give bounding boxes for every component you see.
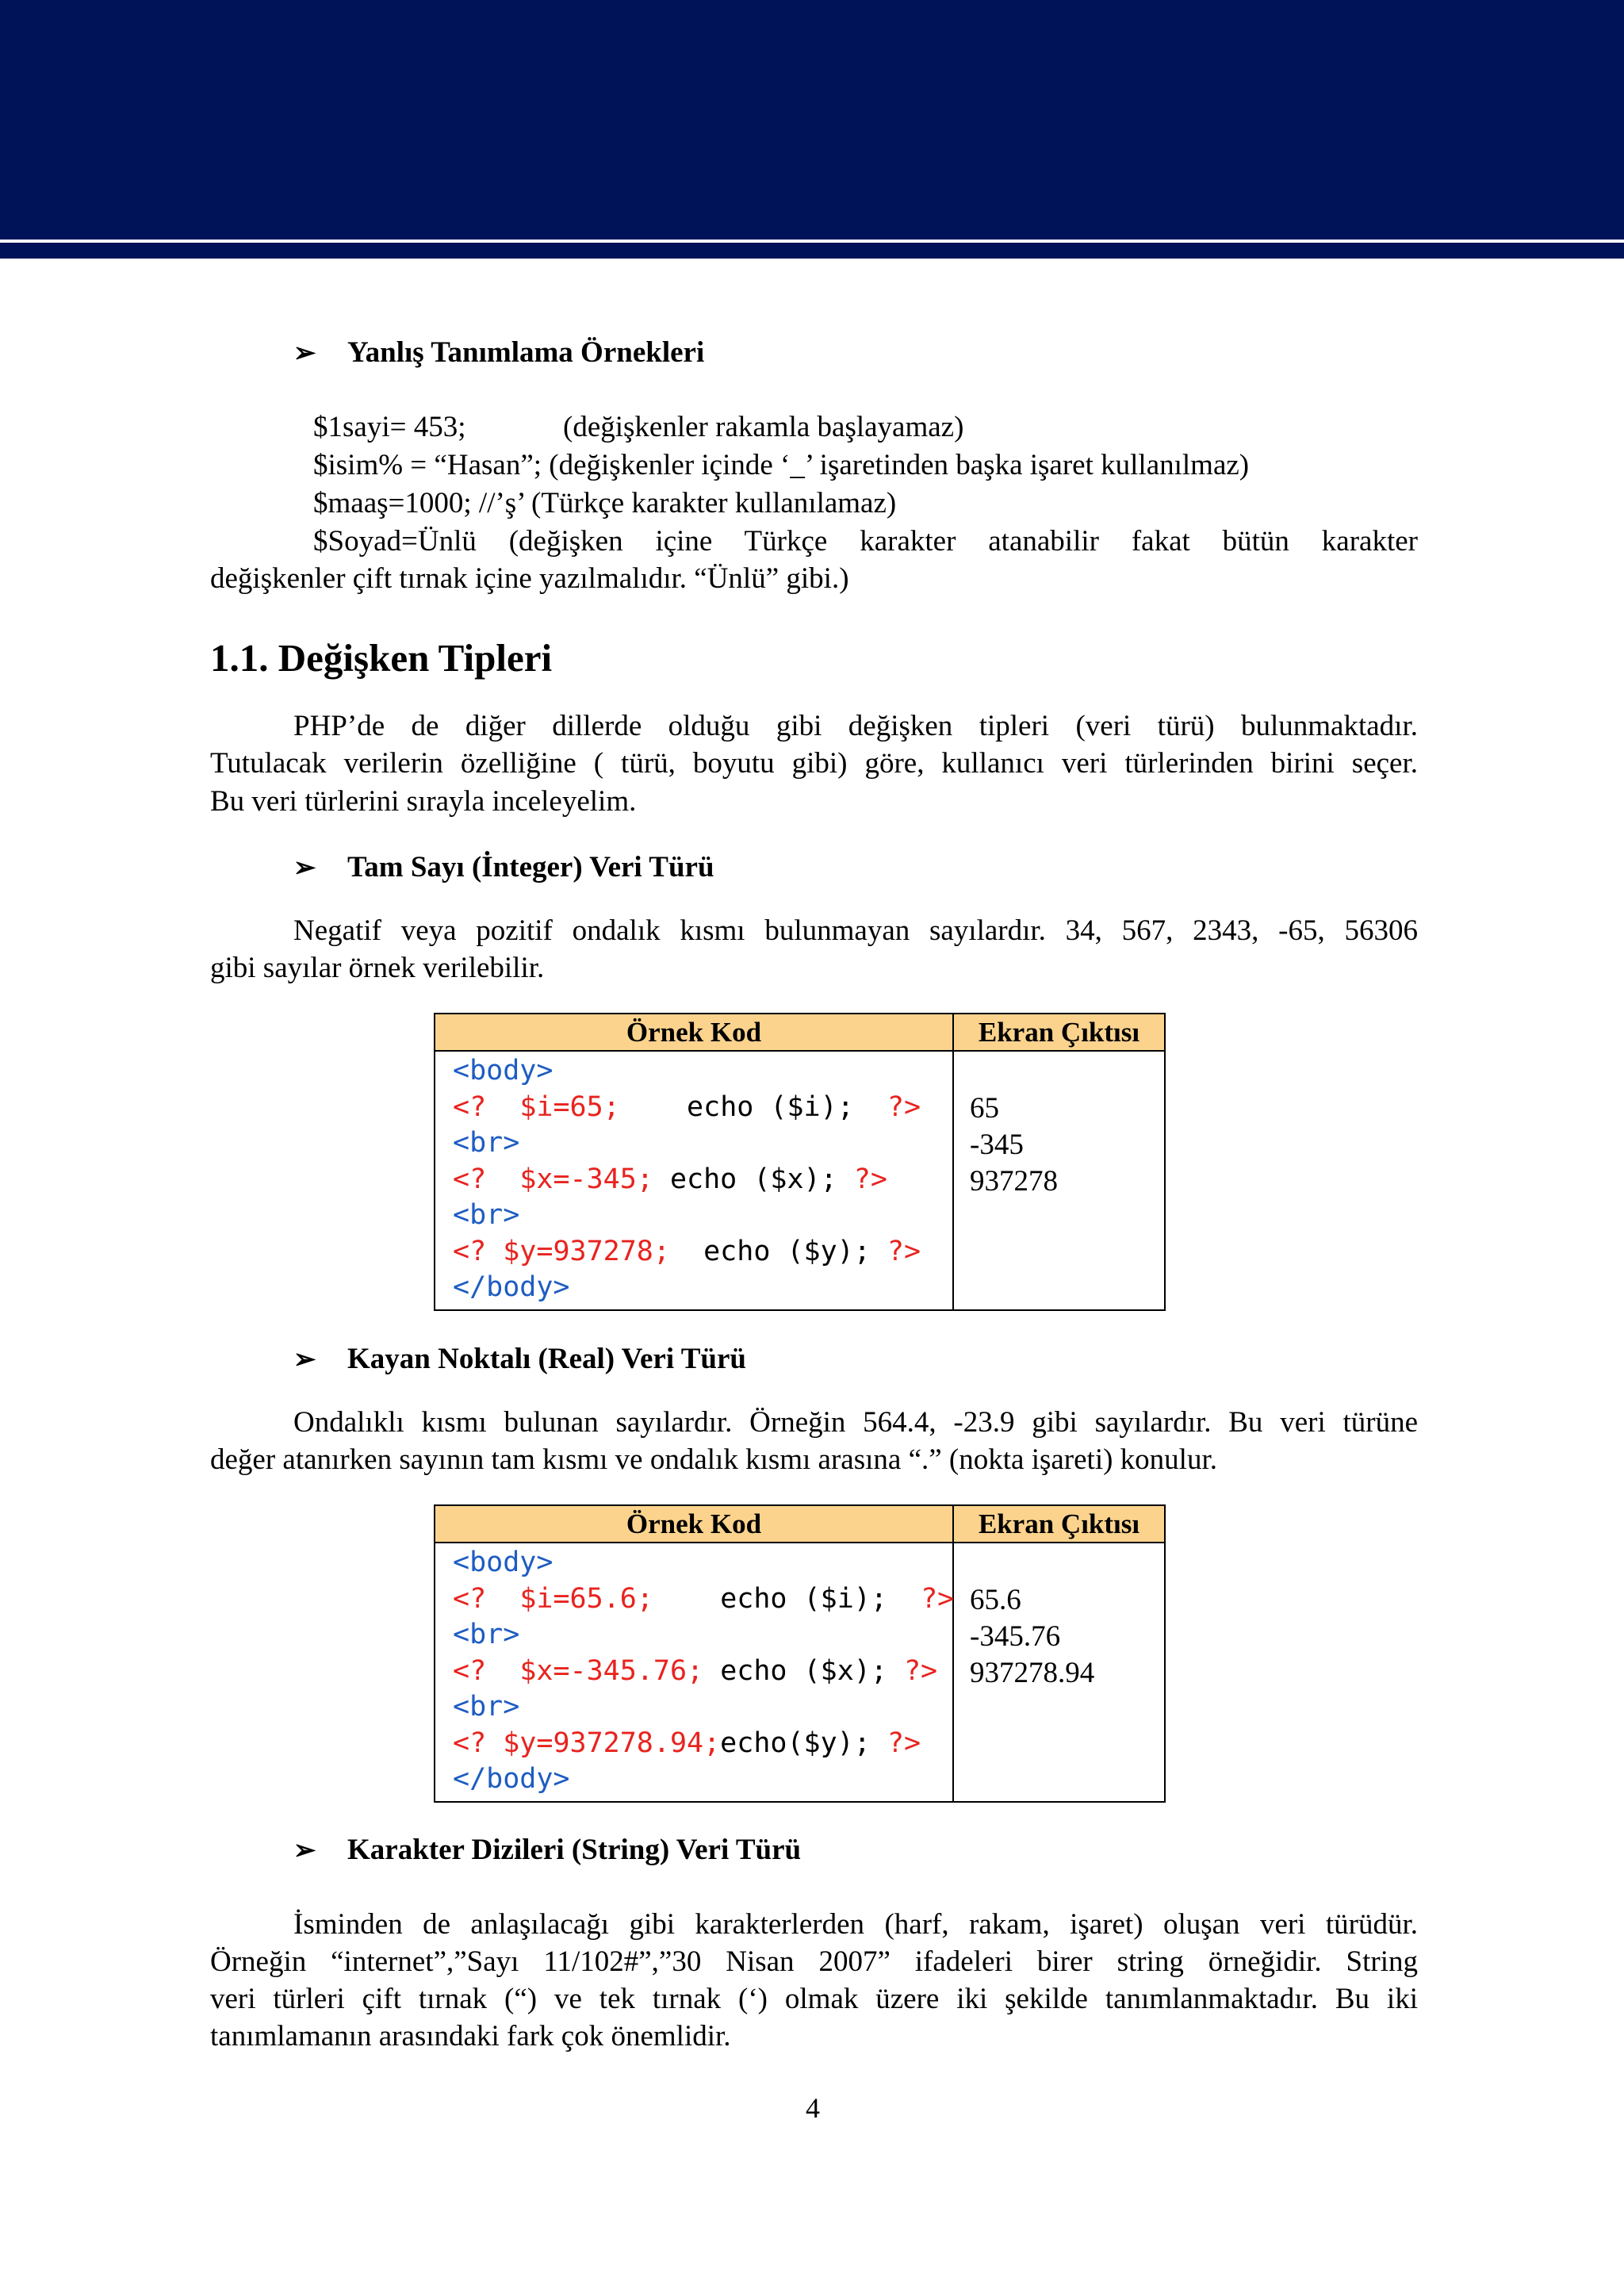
paragraph-line: Ondalıklı kısmı bulunan sayılardır. Örneğin 564.4, -23.9 gibi sayılardır. Bu veri türüne [293, 1406, 1418, 1439]
column-header-code: Örnek Kod [435, 1014, 953, 1051]
output-line: -345 [970, 1129, 1024, 1161]
paragraph-line: İsminden de anlaşılacağı gibi karakterlerden (harf, rakam, işaret) oluşan veri türüdür. [293, 1908, 1418, 1941]
heading-text: Karakter Dizileri (String) Veri Türü [347, 1834, 802, 1866]
paragraph-line: Tutulacak verilerin özelliğine ( türü, boyutu gibi) göre, kullanıcı veri türlerinden birini seçer. [210, 747, 1418, 780]
heading-text: Kayan Noktalı (Real) Veri Türü [347, 1343, 746, 1375]
code-cell: <body> <? $i=65.6; echo ($i); ?> <br> <? $x=-345.76; echo ($x); ?> <br> <? $y=937278.94;echo($y); ?> </body> [435, 1543, 953, 1802]
column-header-output: Ekran Çıktısı [953, 1505, 1165, 1543]
paragraph-line: PHP’de de diğer dillerde olduğu gibi değişken tipleri (veri türü) bulunmaktadır. [293, 710, 1418, 742]
paragraph-line: Örneğin “internet”,”Sayı 11/102#”,”30 Nisan 2007” ifadeleri birer string örneğidir. String [210, 1945, 1418, 1978]
output-cell [953, 1051, 1165, 1310]
arrow-bullet-icon: ➢ [293, 853, 316, 883]
arrow-bullet-icon: ➢ [293, 339, 316, 368]
integer-example-table [434, 1013, 1166, 1311]
string-heading [293, 1833, 801, 1868]
header-band [0, 0, 1624, 240]
code-cell: <body> <? $i=65; echo ($i); ?> <br> <? $x=-345; echo ($x); ?> <br> <? $y=937278; echo ($y); ?> </body> [435, 1051, 953, 1310]
paragraph-line: Negatif veya pozitif ondalık kısmı bulunmayan sayılardır. 34, 567, 2343, -65, 56306 [293, 914, 1418, 947]
wrong-example-code: $maaş=1000; //’ş’ (Türkçe karakter kullanılamaz) [313, 487, 897, 519]
heading-text: Tam Sayı (İnteger) Veri Türü [347, 851, 714, 883]
output-line: 937278 [970, 1165, 1058, 1198]
column-header-output: Ekran Çıktısı [953, 1014, 1165, 1051]
soyad-line: $Soyad=Ünlü (değişken içine Türkçe karakter atanabilir fakat bütün karakter [313, 525, 1418, 558]
arrow-bullet-icon: ➢ [293, 1836, 316, 1865]
output-line: 937278.94 [970, 1657, 1095, 1689]
page-number: 4 [806, 2092, 820, 2124]
soyad-line: değişkenler çift tırnak içine yazılmalıdır. “Ünlü” gibi.) [210, 562, 849, 595]
output-cell [953, 1543, 1165, 1802]
column-header-code: Örnek Kod [435, 1505, 953, 1543]
paragraph-line: gibi sayılar örnek verilebilir. [210, 952, 545, 984]
heading-text: Yanlış Tanımlama Örnekleri [347, 336, 705, 369]
integer-heading [293, 850, 714, 886]
real-heading [293, 1342, 746, 1378]
wrong-definitions-heading [293, 335, 704, 371]
output-line: 65.6 [970, 1584, 1021, 1616]
output-line: -345.76 [970, 1620, 1061, 1653]
wrong-example-code: $isim% = “Hasan”; (değişkenler içinde ‘_’ işaretinden başka işaret kullanılmaz) [313, 449, 1250, 481]
real-example-table [434, 1504, 1166, 1803]
paragraph-line: tanımlamanın arasındaki fark çok önemlidir. [210, 2020, 731, 2052]
wrong-example-note: (değişkenler rakamla başlayamaz) [563, 411, 964, 443]
section-title: 1.1. Değişken Tipleri [210, 636, 553, 680]
paragraph-line: veri türleri çift tırnak (“) ve tek tırnak (‘) olmak üzere iki şekilde tanımlanmaktadır. Bu iki [210, 1983, 1418, 2015]
wrong-example-code: $1sayi= 453; [313, 411, 466, 443]
arrow-bullet-icon: ➢ [293, 1345, 316, 1374]
output-line: 65 [970, 1092, 999, 1125]
paragraph-line: değer atanırken sayının tam kısmı ve ondalık kısmı arasına “.” (nokta işareti) konulur. [210, 1443, 1217, 1476]
paragraph-line: Bu veri türlerini sırayla inceleyelim. [210, 785, 637, 818]
header-rule [0, 243, 1624, 259]
